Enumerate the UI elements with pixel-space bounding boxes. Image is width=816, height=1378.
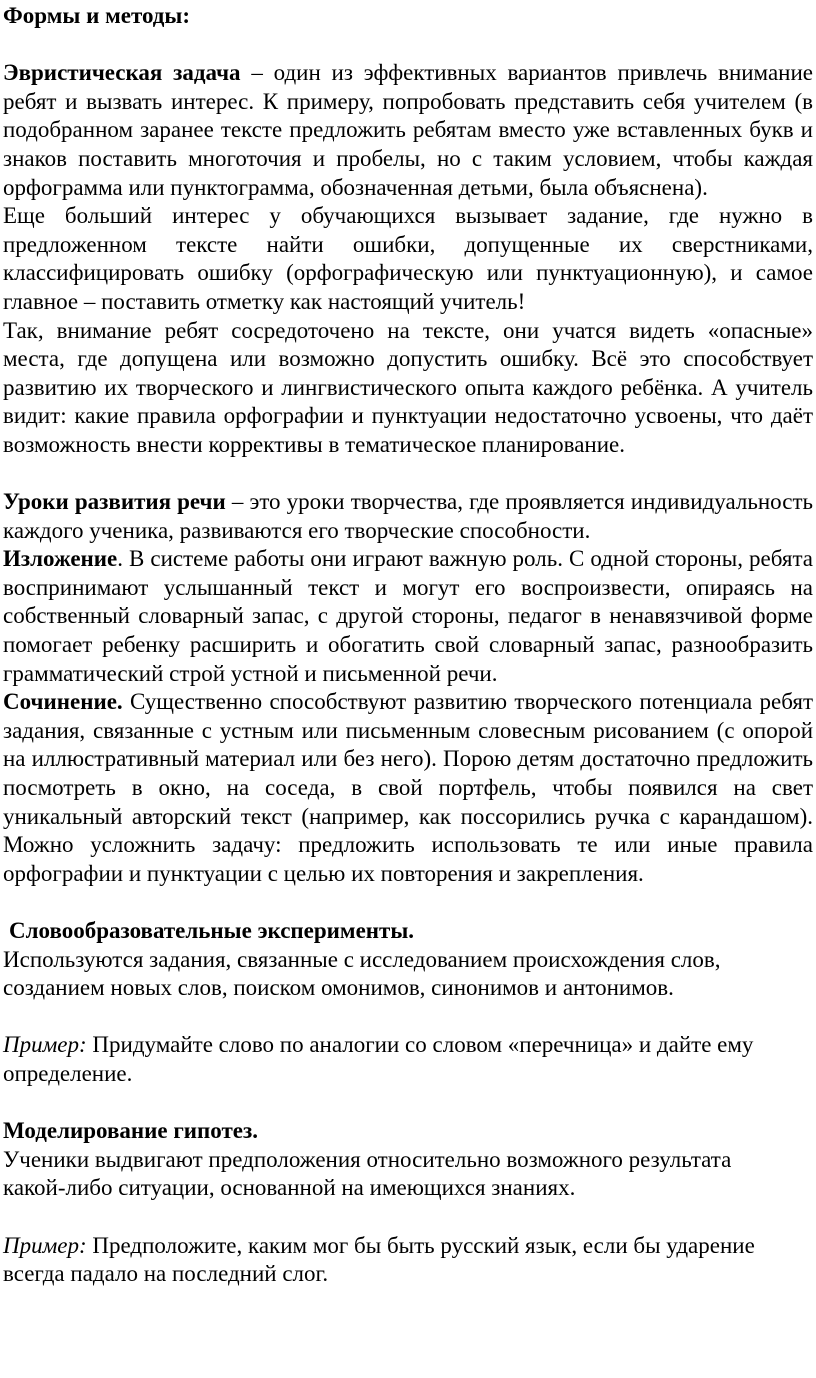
word-formation-line: Используются задания, связанные с исследованием происхождения слов, <box>3 946 721 972</box>
speech-lessons-paragraph <box>3 488 813 545</box>
spacer <box>3 1203 813 1232</box>
exposition-paragraph <box>3 545 813 688</box>
spacer <box>3 1089 813 1118</box>
heuristic-text: – один из эффективных вариантов привлечь внимание ребят и вызвать интерес. К примеру, попробовать представить себя учителем (в подобранном заранее тексте предложить ребятам вместо уже вставленных букв и знаков поставить многоточия и пробелы, но с таким условием, чтобы каждая орфограмма или пунктограмма, обозначенная детьми, была объяснена). <box>3 60 813 200</box>
hypotheses-heading: Моделирование гипотез. <box>3 1118 258 1144</box>
errors-paragraph: Еще больший интерес у обучающихся вызывает задание, где нужно в предложенном тексте найти ошибки, допущенные их сверстниками, классифицировать ошибку (орфографическую или пунктуационную), и самое главное – поставить отметку как настоящий учитель! <box>3 203 813 314</box>
heuristic-paragraph <box>3 59 813 202</box>
speech-lessons-text: – это уроки творчества, где проявляется индивидуальность каждого ученика, развиваются его творческие способности. <box>3 489 814 543</box>
heuristic-term: Эвристическая задача <box>3 60 241 86</box>
hypotheses-line: Ученики выдвигают предположения относительно возможного результата <box>3 1146 732 1172</box>
hypotheses-line: какой-либо ситуации, основанной на имеющихся знаниях. <box>3 1175 576 1201</box>
word-formation-line: созданием новых слов, поиском омонимов, синонимов и антонимов. <box>3 975 674 1001</box>
exposition-text: . В системе работы они играют важную роль. С одной стороны, ребята воспринимают услышанный текст и могут его воспроизвести, опираясь на собственный словарный запас, с другой стороны, педагог в ненавязчивой форме помогает ребенку расширить и обогатить свой словарный запас, разнообразить грамматический строй устной и письменной речи. <box>3 546 813 686</box>
spacer <box>3 888 813 917</box>
spacer <box>3 460 813 489</box>
spacer <box>3 31 813 60</box>
example-text: Предположите, каким мог бы быть русский язык, если бы ударение всегда падало на последний слог. <box>3 1232 755 1287</box>
composition-paragraph <box>3 688 813 888</box>
composition-text: Существенно способствуют развитию творческого потенциала ребят задания, связанные с устным или письменным словесным рисованием (с опорой на иллюстративный материал или без него). Порою детям достаточно предложить посмотреть в окно, на соседа, в свой портфель, чтобы появился на свет уникальный авторский текст (например, как поссорились ручка с карандашом). Можно усложнить задачу: предложить использовать те или иные правила орфографии и пунктуации с целью их повторения и закрепления. <box>3 689 813 886</box>
section-heading: Формы и методы: <box>3 3 191 28</box>
hypotheses-example <box>3 1232 813 1289</box>
example-text: Придумайте слово по аналогии со словом «перечница» и дайте ему определение. <box>3 1032 754 1086</box>
example-label: Пример: <box>3 1032 87 1058</box>
attention-paragraph: Так, внимание ребят сосредоточено на тексте, они учатся видеть «опасные» места, где допущена или возможно допустить ошибку. Всё это способствует развитию их творческого и лингвистического опыта каждого ребёнка. А учитель видит: какие правила орфографии и пунктуации недостаточно усвоены, что даёт возможность внести коррективы в тематическое планирование. <box>3 317 813 457</box>
word-formation-example <box>3 1031 813 1088</box>
word-formation-heading: Словообразовательные эксперименты. <box>9 918 415 943</box>
composition-term: Сочинение. <box>3 689 123 715</box>
speech-lessons-term: Уроки развития речи <box>3 489 226 515</box>
exposition-term: Изложение <box>3 546 118 572</box>
example-label: Пример: <box>3 1232 87 1258</box>
spacer <box>3 1003 813 1032</box>
